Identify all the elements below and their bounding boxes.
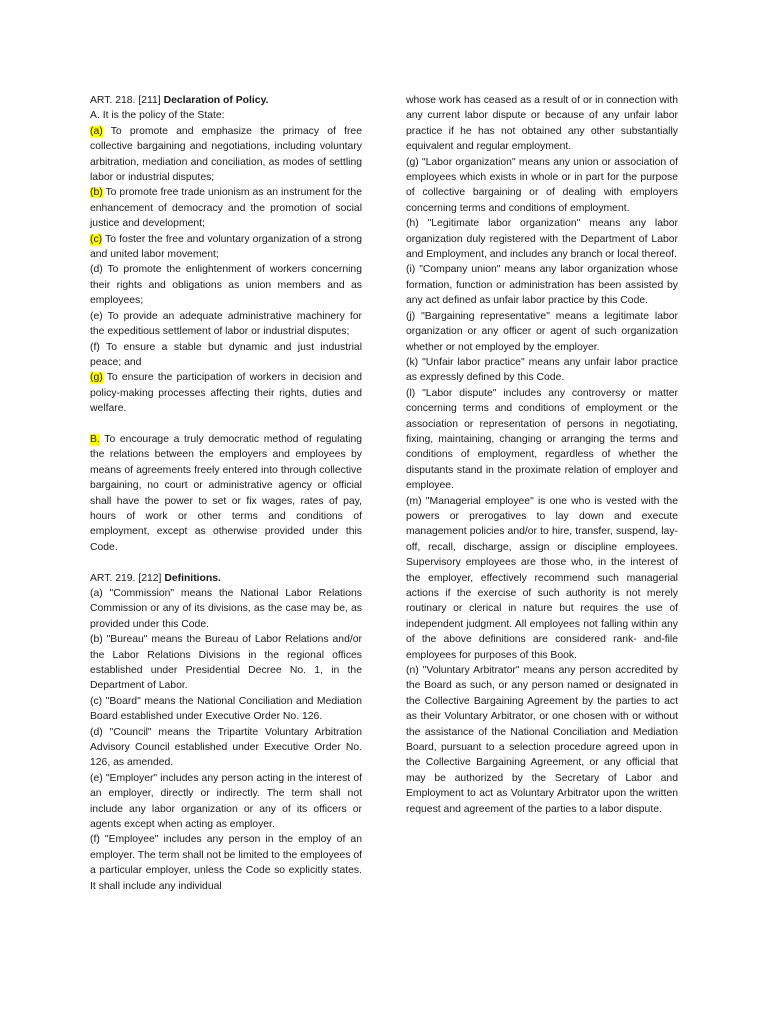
paragraph-text: To promote and emphasize the primacy of free collective bargaining and negotiations, including voluntary arbitration, mediation and conciliation, as modes of settling labor or industrial disputes; [90,125,362,184]
paragraph [406,309,678,355]
paragraph [90,93,362,108]
paragraph [90,262,362,308]
paragraph [90,725,362,771]
paragraph-text: (c) "Board" means the National Conciliation and Mediation Board established under Executive Order No. 126. [90,695,362,723]
highlighted-marker: B. [90,433,100,445]
paragraph [90,694,362,725]
paragraph-text: (h) "Legitimate labor organization" means any labor organization duly registered with the Department of Labor and Employment, and includes any branch or local thereof. [406,218,678,261]
article-heading: Declaration of Policy. [163,95,269,106]
paragraph [90,232,362,263]
paragraph [90,586,362,632]
paragraph-text: (g) "Labor organization" means any union or association of employees which exists in whole or in part for the purpose of collective bargaining or of dealing with employers concerning terms and conditions of employment. [406,156,678,214]
paragraph-text: (e) "Employer" includes any person acting in the interest of an employer, directly or indirectly. The term shall not include any labor organization or any of its officers or agents except when acting as employer. [90,772,362,831]
paragraph-text: A. It is the policy of the State: [90,110,225,122]
paragraph-text: (j) "Bargaining representative" means a legitimate labor organization or any officer or agent of such organization whether or not employed by the employer. [406,310,678,353]
paragraph [406,355,678,386]
paragraph-text: To promote free trade unionism as an instrument for the enhancement of democracy and the promotion of social justice and development; [90,187,362,230]
paragraph-text: (i) "Company union" means any labor organization whose formation, function or administration has been assisted by any act defined as unfair labor practice by this Code. [406,264,678,307]
paragraph-text: (d) To promote the enlightenment of workers concerning their rights and obligations as union members and as employees; [90,264,362,307]
highlighted-marker: (c) [90,233,103,245]
paragraph-text: whose work has ceased as a result of or in connection with any current labor dispute or because of any unfair labor practice if he has not obtained any other substantially equivalent and regular employment. [406,95,678,153]
paragraph-text: (a) "Commission" means the National Labor Relations Commission or any of its divisions, as the case may be, as provided under this Code. [90,587,362,630]
paragraph [90,370,362,416]
paragraph-text: ART. 218. [211] [90,95,164,106]
paragraph-text: ART. 219. [212] [90,572,165,584]
paragraph [406,262,678,308]
paragraph [90,340,362,371]
paragraph [406,494,678,663]
paragraph-text: To ensure the participation of workers in decision and policy-making processes affecting their rights, duties and welfare. [90,372,362,415]
paragraph [90,309,362,340]
paragraph [90,185,362,231]
paragraph [406,93,678,155]
highlighted-marker: (b) [90,187,103,199]
paragraph [90,124,362,186]
paragraph [406,663,678,817]
highlighted-marker: (a) [90,125,103,137]
paragraph [406,216,678,262]
paragraph-text: (k) "Unfair labor practice" means any unfair labor practice as expressly defined by this Code. [406,356,678,384]
left-column [90,93,362,894]
paragraph-text: To encourage a truly democratic method of regulating the relations between the employers and employees by means of agreements freely entered into through collective bargaining, no court or administrative agency or official shall have the power to set or fix wages, rates of pay, hours of work or other terms and conditions of employment, except as otherwise provided under this Code. [90,433,362,553]
paragraph [90,432,362,555]
paragraph [90,832,362,894]
article-heading: Definitions. [164,572,221,584]
paragraph-text: (b) "Bureau" means the Bureau of Labor Relations and/or the Labor Relations Divisions in the regional offices established under Presidential Decree No. 1, in the Department of Labor. [90,634,362,692]
paragraph-text: (e) To provide an adequate administrative machinery for the expeditious settlement of labor or industrial disputes; [90,310,362,338]
paragraph-text: To foster the free and voluntary organization of a strong and united labor movement; [90,233,362,261]
paragraph-text: (d) "Council" means the Tripartite Voluntary Arbitration Advisory Council established under Executive Order No. 126, as amended. [90,726,362,769]
paragraph [90,571,362,586]
paragraph-text: (l) "Labor dispute" includes any controversy or matter concerning terms and conditions of employment or the association or representation of persons in negotiating, fixing, maintaining, changing or arranging the terms and conditions of employment, regardless of whether the disputants stand in the proximate relation of employer and employee. [406,387,678,492]
paragraph [90,632,362,694]
paragraph [406,386,678,494]
paragraph [90,771,362,833]
paragraph [90,108,362,123]
paragraph [406,155,678,217]
right-column [406,93,678,817]
paragraph-text: (f) To ensure a stable but dynamic and just industrial peace; and [90,341,362,368]
paragraph-text: (m) "Managerial employee" is one who is vested with the powers or prerogatives to lay down and execute management policies and/or to hire, transfer, suspend, lay-off, recall, discharge, assign or discipline employees. Supervisory employees are those who, in the interest of the employer, effectively recommend such managerial actions if the exercise of such authority is not merely routinary or clerical in nature but requires the use of independent judgment. All employees not falling within any of the above definitions are considered rank- and-file employees for purposes of this Book. [406,495,678,661]
paragraph-text: (n) "Voluntary Arbitrator" means any person accredited by the Board as such, or any person named or designated in the Collective Bargaining Agreement by the parties to act as their Voluntary Arbitrator, or one chosen with or without the assistance of the National Conciliation and Mediation Board, pursuant to a selection procedure agreed upon in the Collective Bargaining Agreement, or any official that may be authorized by the Secretary of Labor and Employment to act as Voluntary Arbitrator upon the written request and agreement of the parties to a labor dispute. [406,665,678,815]
highlighted-marker: (g) [90,372,103,384]
paragraph-text: (f) "Employee" includes any person in the employ of an employer. The term shall not be limited to the employees of a particular employer, unless the Code so explicitly states. It shall include any individual [90,834,362,892]
